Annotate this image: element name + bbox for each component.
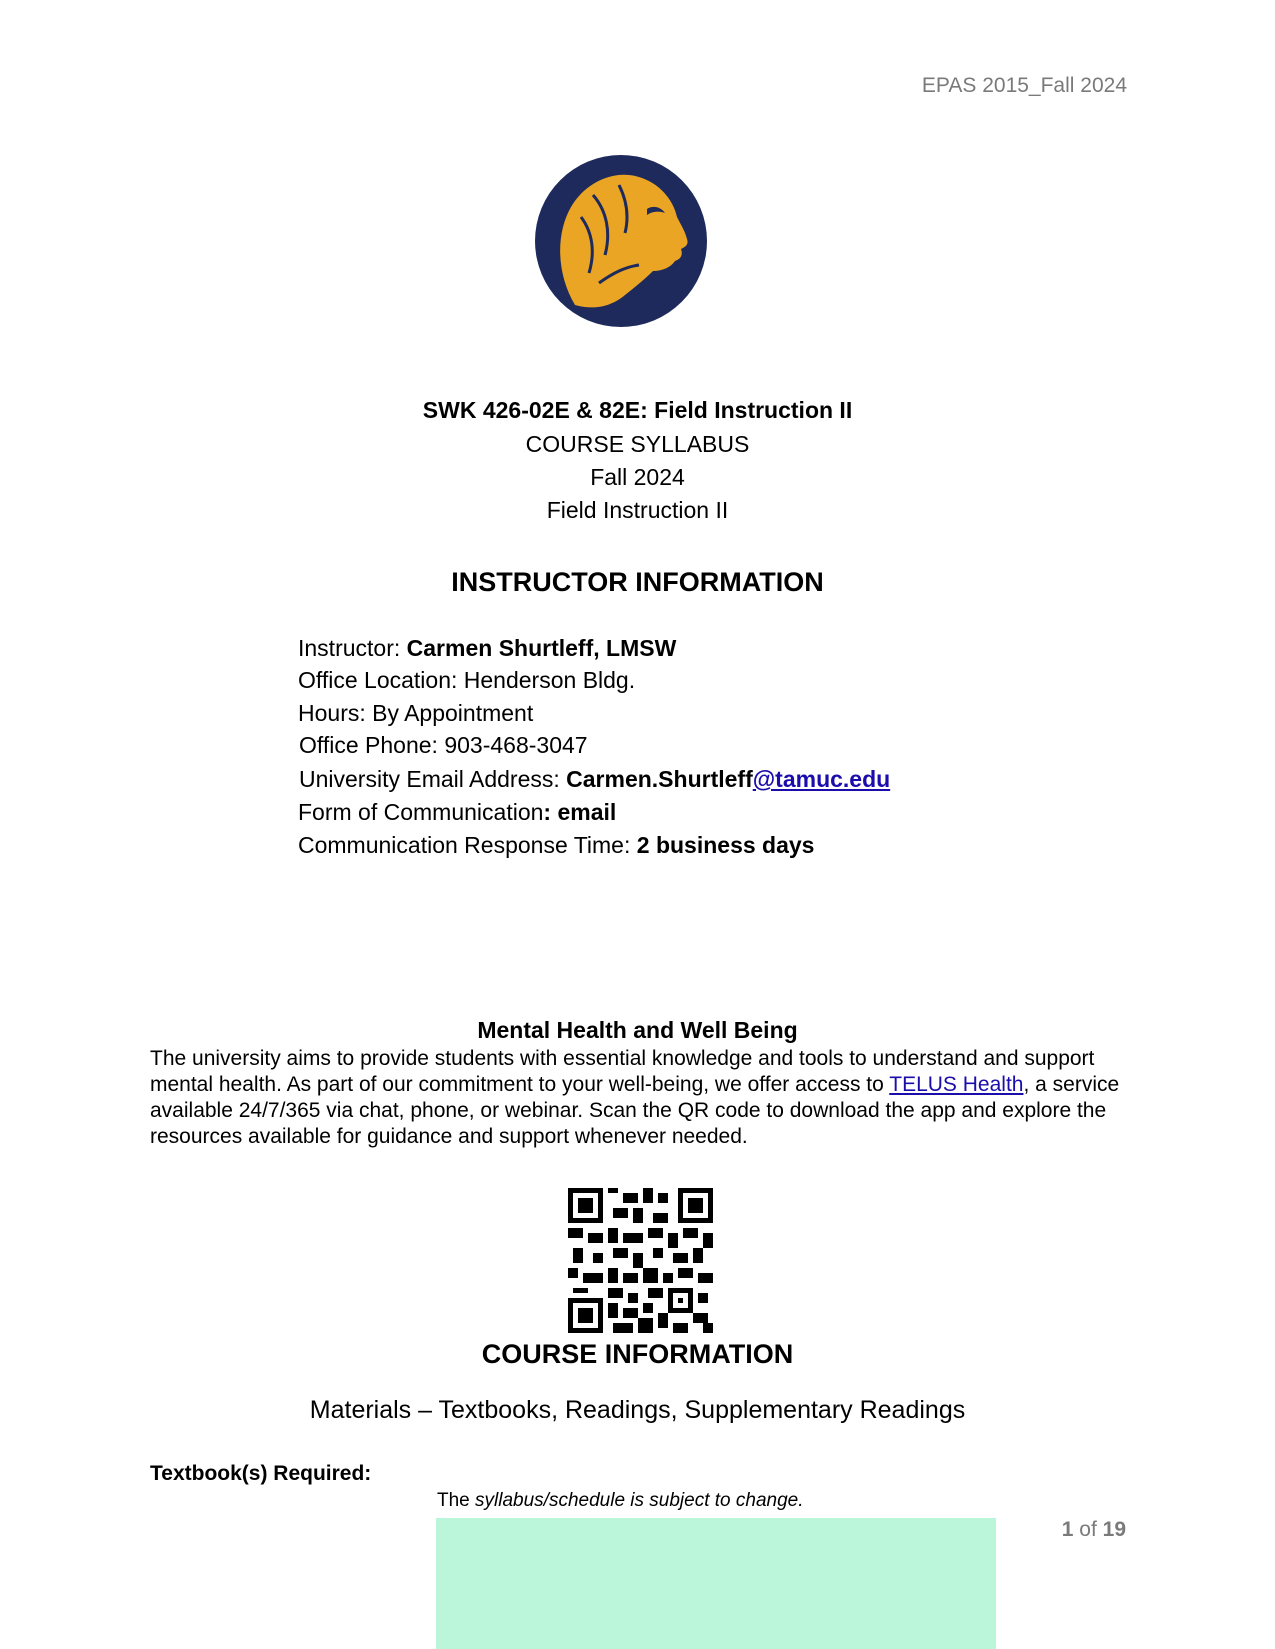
response-time-value: 2 business days [636, 832, 815, 858]
communication-form-value: : email [543, 799, 617, 825]
email-user: Carmen.Shurtleff [566, 766, 753, 792]
lion-head-logo [535, 155, 707, 327]
notice-prefix: The [437, 1490, 476, 1511]
response-time-label: Communication Response Time: [298, 832, 637, 858]
telus-health-link[interactable]: TELUS Health [889, 1073, 1024, 1096]
materials-heading: Materials – Textbooks, Readings, Supplementary Readings [309, 1396, 966, 1424]
office-location: Office Location: Henderson Bldg. [298, 667, 636, 693]
page-number [1062, 1518, 1126, 1542]
document-type: COURSE SYLLABUS [525, 431, 750, 457]
communication-form-line [298, 799, 616, 826]
office-phone: Office Phone: 903-468-3047 [299, 732, 588, 758]
mental-health-heading: Mental Health and Well Being [477, 1017, 798, 1043]
course-subtitle: Field Instruction II [546, 497, 729, 523]
document-version-header: EPAS 2015_Fall 2024 [921, 74, 1127, 97]
qr-code-icon [568, 1188, 713, 1333]
mental-health-text-before: The university aims to provide students with essential knowledge and tools to understand and support mental health. As part of our commitment to your well-being, we offer access to [150, 1047, 1095, 1096]
course-title: SWK 426-02E & 82E: Field Instruction II [422, 397, 853, 423]
textbook-required-label: Textbook(s) Required: [150, 1462, 372, 1485]
email-label: University Email Address: [299, 766, 567, 792]
total-pages: 19 [1102, 1518, 1126, 1541]
instructor-label: Instructor: [298, 635, 407, 661]
mental-health-paragraph [150, 1046, 1135, 1150]
notice-italic: syllabus/schedule is subject to change. [475, 1490, 804, 1511]
instructor-line [298, 635, 676, 662]
term: Fall 2024 [590, 464, 685, 490]
syllabus-change-notice [437, 1490, 804, 1512]
current-page: 1 [1061, 1518, 1074, 1541]
email-link[interactable]: @tamuc.edu [752, 766, 891, 792]
office-hours: Hours: By Appointment [298, 700, 534, 726]
mental-health-text-after: , a service available 24/7/365 via chat, phone, or webinar. Scan the QR code to download the app and explore the resources available for guidance and support whenever needed. [150, 1073, 1120, 1148]
highlighted-content-box [436, 1518, 996, 1649]
instructor-information-heading: INSTRUCTOR INFORMATION [451, 567, 824, 597]
response-time-line [298, 832, 814, 859]
course-information-heading: COURSE INFORMATION [481, 1339, 794, 1369]
communication-form-label: Form of Communication [298, 799, 544, 825]
instructor-name: Carmen Shurtleff, LMSW [406, 635, 677, 661]
page-of-label: of [1073, 1518, 1103, 1541]
email-line [299, 766, 890, 793]
